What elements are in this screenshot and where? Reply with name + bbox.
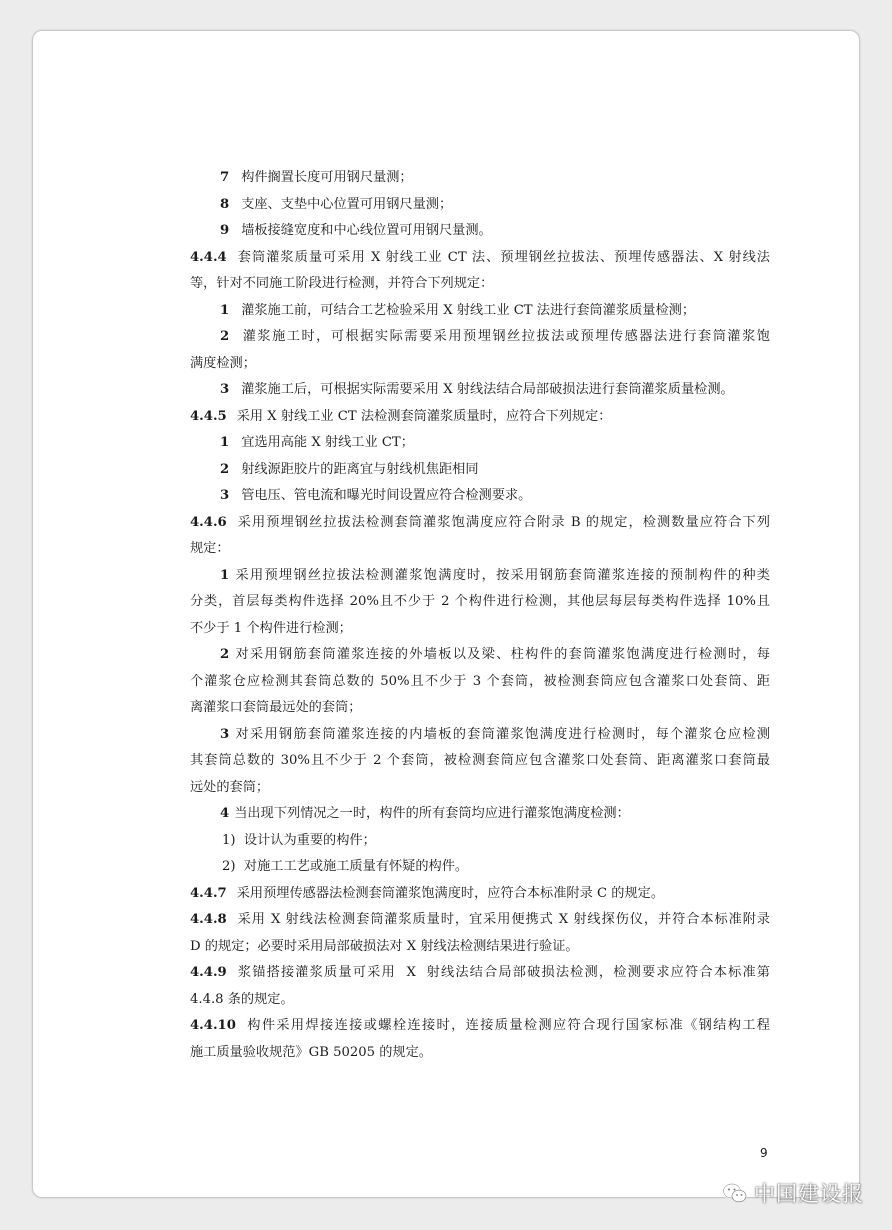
list-item: 8 支座、支垫中心位置可用钢尺量测； <box>220 196 453 212</box>
sub-list-item: 1) 设计认为重要的构件； <box>222 832 376 848</box>
list-item: 1 采用预埋钢丝拉拔法检测灌浆饱满度时，按采用钢筋套筒灌浆连接的预制构件的种类 <box>220 567 770 583</box>
clause-4-4-10-cont: 施工质量验收规范》GB 50205 的规定。 <box>190 1044 432 1060</box>
list-item-cont: 远处的套筒； <box>190 779 270 795</box>
document-page <box>32 30 860 1198</box>
list-item-cont: 离灌浆口套筒最远处的套筒； <box>190 700 362 715</box>
list-item-cont: 个灌浆仓应检测其套筒总数的 50%且不少于 3 个套筒，被检测套筒应包含灌浆口处套筒、距 <box>190 673 770 689</box>
clause-4-4-4-cont: 等，针对不同施工阶段进行检测，并符合下列规定： <box>190 276 494 291</box>
list-item: 4 当出现下列情况之一时，构件的所有套筒均应进行灌浆饱满度检测： <box>220 806 630 821</box>
clause-4-4-9-cont: 4.4.8 条的规定。 <box>190 991 294 1007</box>
watermark-text: 中国建设报 <box>754 1182 864 1206</box>
page-number: 9 <box>760 1146 768 1160</box>
wechat-icon <box>722 1182 748 1204</box>
list-item: 2 灌浆施工时，可根据实际需要采用预埋钢丝拉拔法或预埋传感器法进行套筒灌浆饱 <box>220 329 770 344</box>
list-item: 1 宜选用高能 X 射线工业 CT； <box>220 435 414 450</box>
clause-4-4-7: 4.4.7 采用预埋传感器法检测套筒灌浆饱满度时，应符合本标准附录 C 的规定。 <box>190 885 665 901</box>
clause-4-4-4: 4.4.4 套筒灌浆质量可采用 X 射线工业 CT 法、预埋钢丝拉拔法、预埋传感器法、X 射线法 <box>190 249 770 265</box>
clause-4-4-8: 4.4.8 采用 X 射线法检测套筒灌浆质量时，宜采用便携式 X 射线探伤仪，并符合本标准附录 <box>190 912 770 927</box>
clause-4-4-10: 4.4.10 构件采用焊接连接或螺栓连接时，连接质量检测应符合现行国家标准《钢结构工程 <box>190 1018 770 1033</box>
list-item: 9 墙板接缝宽度和中心线位置可用钢尺量测。 <box>220 223 492 238</box>
list-item: 2 射线源距胶片的距离宜与射线机焦距相同 <box>220 461 479 477</box>
list-item: 3 对采用钢筋套筒灌浆连接的内墙板的套筒灌浆饱满度进行检测时，每个灌浆仓应检测 <box>220 726 770 742</box>
clause-4-4-5: 4.4.5 采用 X 射线工业 CT 法检测套筒灌浆质量时，应符合下列规定： <box>190 408 612 424</box>
clause-4-4-6-cont: 规定： <box>190 541 230 556</box>
list-item-cont: 其套筒总数的 30%且不少于 2 个套筒，被检测套筒应包含灌浆口处套筒、距离灌浆口套筒最 <box>190 753 770 768</box>
document-body <box>190 165 770 1066</box>
clause-4-4-6: 4.4.6 采用预埋钢丝拉拔法检测套筒灌浆饱满度应符合附录 B 的规定，检测数量应符合下列 <box>190 514 770 530</box>
list-item: 2 对采用钢筋套筒灌浆连接的外墙板以及梁、柱构件的套筒灌浆饱满度进行检测时，每 <box>220 647 770 662</box>
list-item: 7 构件搁置长度可用钢尺量测； <box>220 170 413 185</box>
list-item-cont: 满度检测； <box>190 355 256 371</box>
sub-list-item: 2) 对施工工艺或施工质量有怀疑的构件。 <box>222 859 469 874</box>
list-item: 3 管电压、管电流和曝光时间设置应符合检测要求。 <box>220 488 532 503</box>
clause-4-4-8-cont: D 的规定；必要时采用局部破损法对 X 射线法检测结果进行验证。 <box>190 938 579 954</box>
list-item-cont: 不少于 1 个构件进行检测； <box>190 620 352 636</box>
clause-4-4-9: 4.4.9 浆锚搭接灌浆质量可采用 X 射线法结合局部破损法检测，检测要求应符合本标准第 <box>190 965 770 980</box>
watermark <box>722 1178 864 1208</box>
list-item-cont: 分类，首层每类构件选择 20%且不少于 2 个构件进行检测，其他层每层每类构件选择 10%且 <box>190 594 770 609</box>
list-item: 1 灌浆施工前，可结合工艺检验采用 X 射线工业 CT 法进行套筒灌浆质量检测； <box>220 302 696 318</box>
list-item: 3 灌浆施工后，可根据实际需要采用 X 射线法结合局部破损法进行套筒灌浆质量检测。 <box>220 382 734 397</box>
